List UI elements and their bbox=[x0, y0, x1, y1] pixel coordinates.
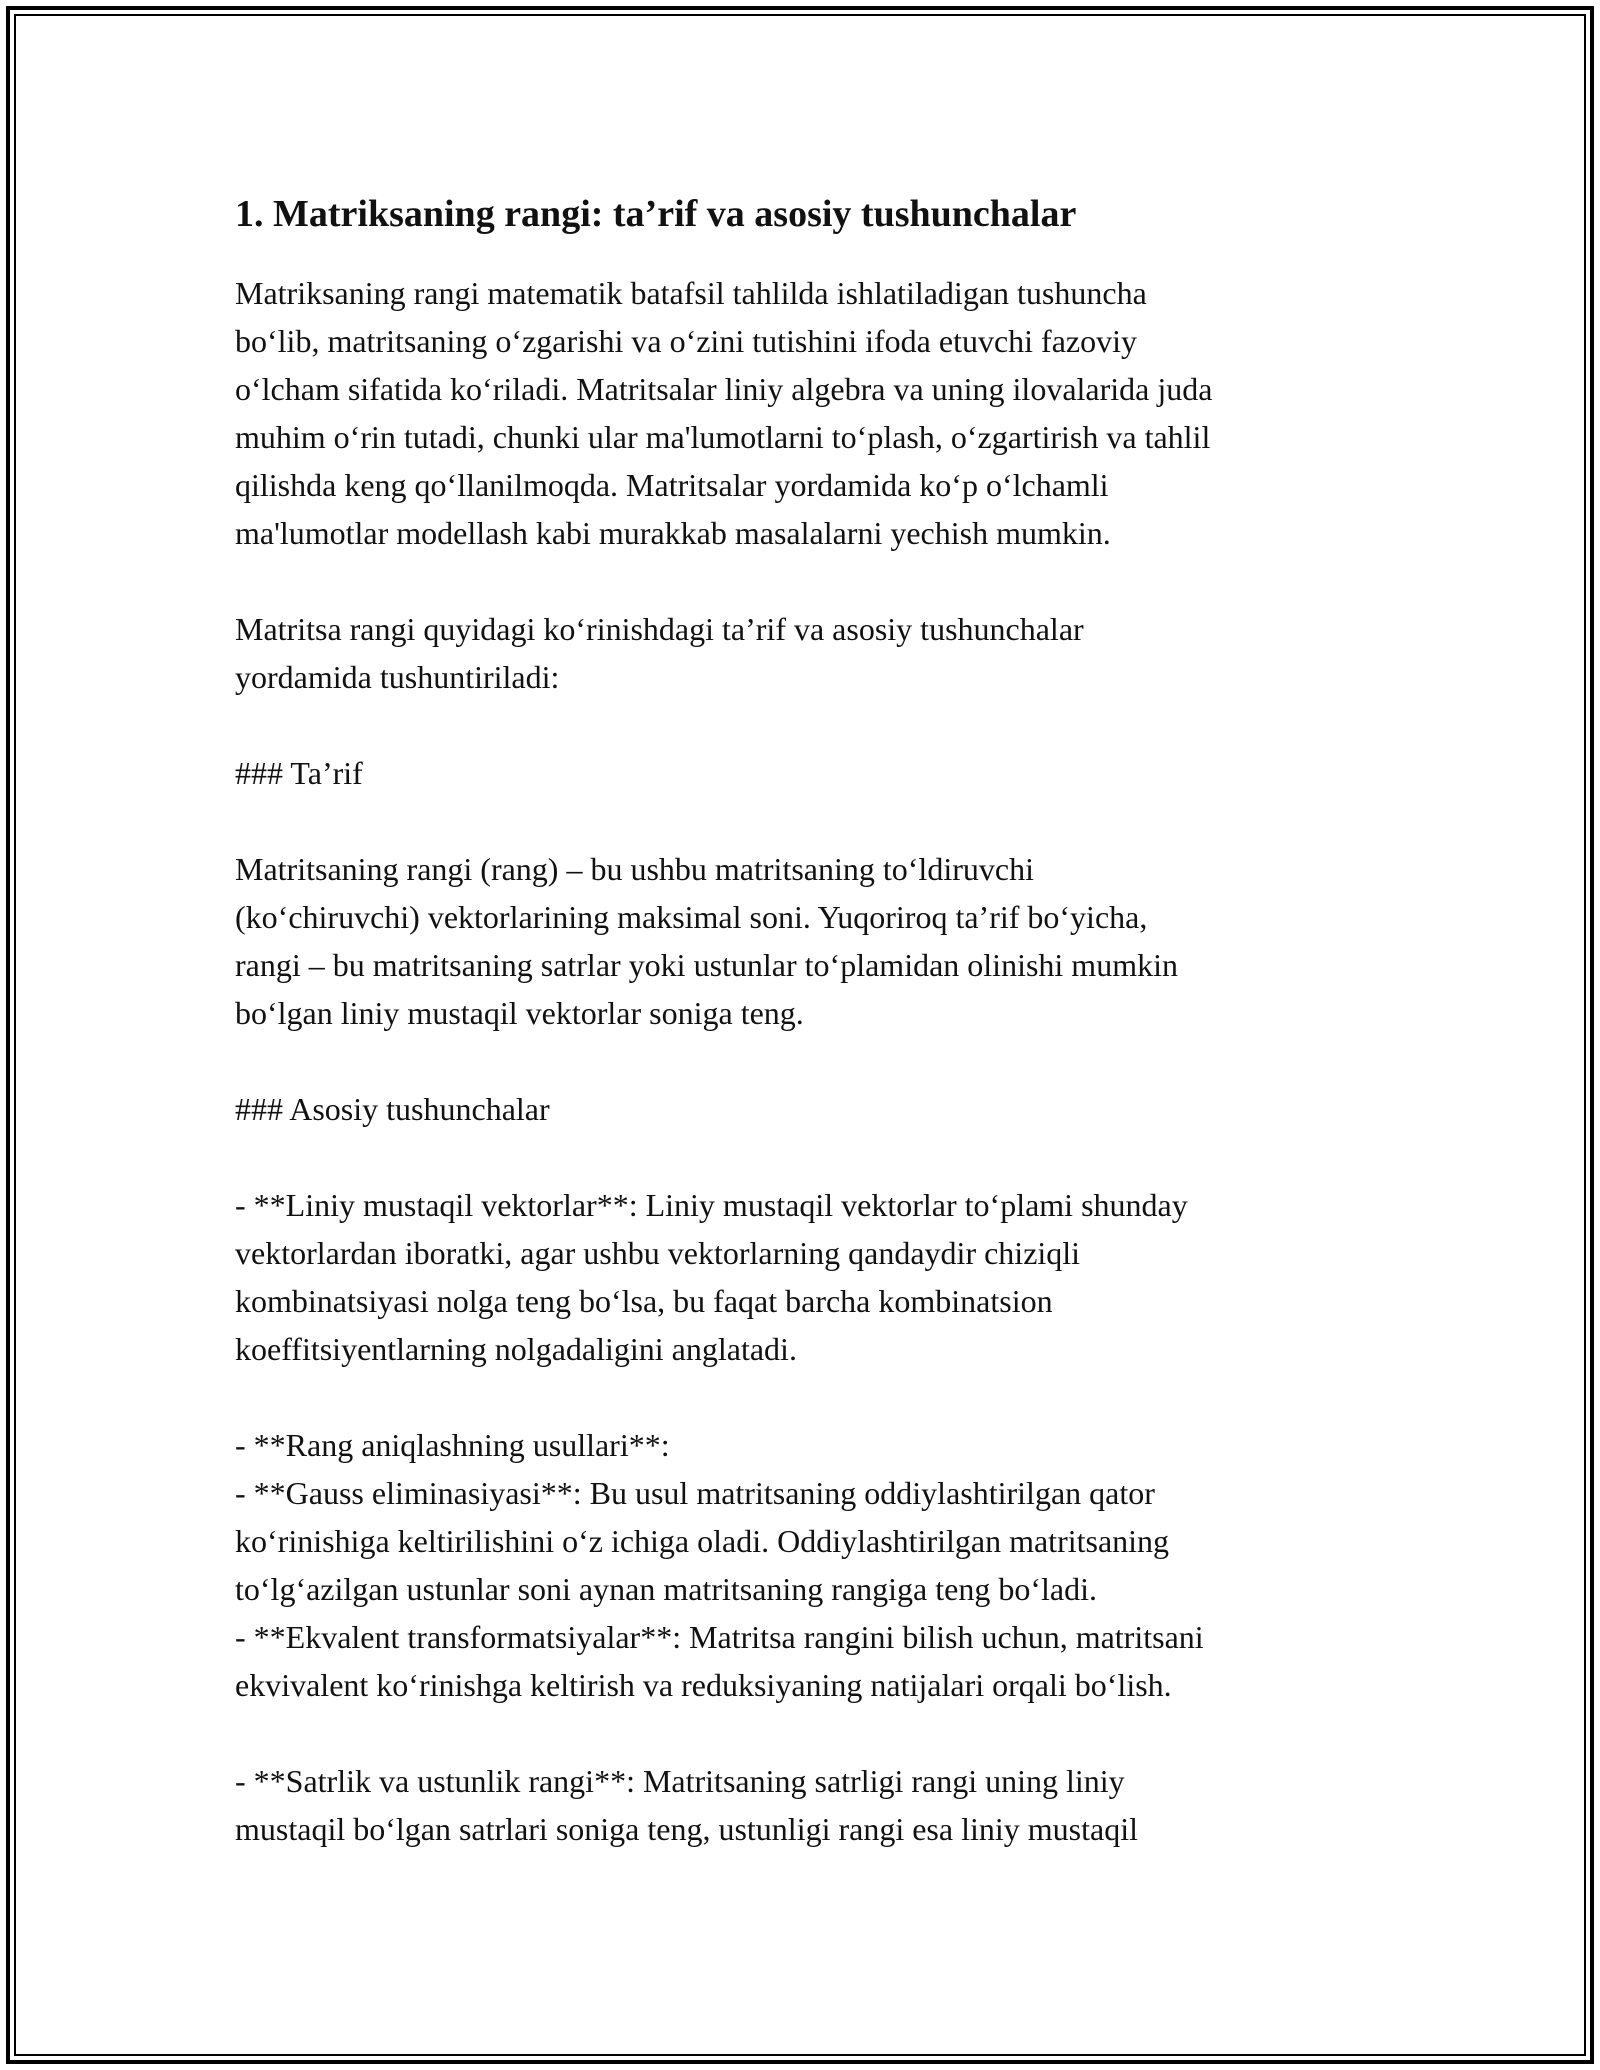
definition-heading: ### Ta’rif bbox=[235, 755, 363, 791]
definition-paragraph: Matritsaning rangi (rang) – bu ushbu matritsaning to‘ldiruvchi (ko‘chiruvchi) vektorlarining maksimal soni. Yuqoriroq ta’rif bo‘yicha, rangi – bu matritsaning satrlar yoki ustunlar to‘plamidan olinishi mumkin bo‘lgan liniy mustaqil vektorlar soniga teng. bbox=[235, 851, 1178, 1031]
intro-paragraph: Matriksaning rangi matematik batafsil tahlilda ishlatiladigan tushuncha bo‘lib, matritsaning o‘zgarishi va o‘zini tutishini ifoda etuvchi fazoviy o‘lcham sifatida ko‘riladi. Matritsalar liniy algebra va uning ilovalarida juda muhim o‘rin tutadi, chunki ular ma'lumotlarni to‘plash, o‘zgartirish va tahlil qilishda keng qo‘llanilmoqda. Matritsalar yordamida ko‘p o‘lchamli ma'lumotlar modellash kabi murakkab masalalarni yechish mumkin. bbox=[235, 275, 1213, 551]
document-body bbox=[235, 186, 1375, 1853]
explanation-paragraph: Matritsa rangi quyidagi ko‘rinishdagi ta’rif va asosiy tushunchalar yordamida tushuntiriladi: bbox=[235, 611, 1084, 695]
list-item-rank-methods: - **Rang aniqlashning usullari**: - **Gauss eliminasiyasi**: Bu usul matritsaning oddiylashtirilgan qator ko‘rinishiga keltirilishini o‘z ichiga oladi. Oddiylashtirilgan matritsaning to‘lg‘azilgan ustunlar soni aynan matritsaning rangiga teng bo‘ladi. - **Ekvalent transformatsiyalar**: Matritsa rangini bilish uchun, matritsani ekvivalent ko‘rinishga keltirish va reduksiyaning natijalari orqali bo‘lish. bbox=[235, 1427, 1204, 1703]
list-item-independent-vectors: - **Liniy mustaqil vektorlar**: Liniy mustaqil vektorlar to‘plami shunday vektorlardan iboratki, agar ushbu vektorlarning qandaydir chiziqli kombinatsiyasi nolga teng bo‘lsa, bu faqat barcha kombinatsion koeffitsiyentlarning nolgadaligini anglatadi. bbox=[235, 1187, 1188, 1367]
document-title: 1. Matriksaning rangi: ta’rif va asosiy tushunchalar bbox=[235, 193, 1077, 235]
concepts-heading: ### Asosiy tushunchalar bbox=[235, 1091, 550, 1127]
list-item-row-column-rank: - **Satrlik va ustunlik rangi**: Matritsaning satrligi rangi uning liniy mustaqil bo‘lgan satrlari soniga teng, ustunligi rangi esa liniy mustaqil bbox=[235, 1763, 1138, 1847]
